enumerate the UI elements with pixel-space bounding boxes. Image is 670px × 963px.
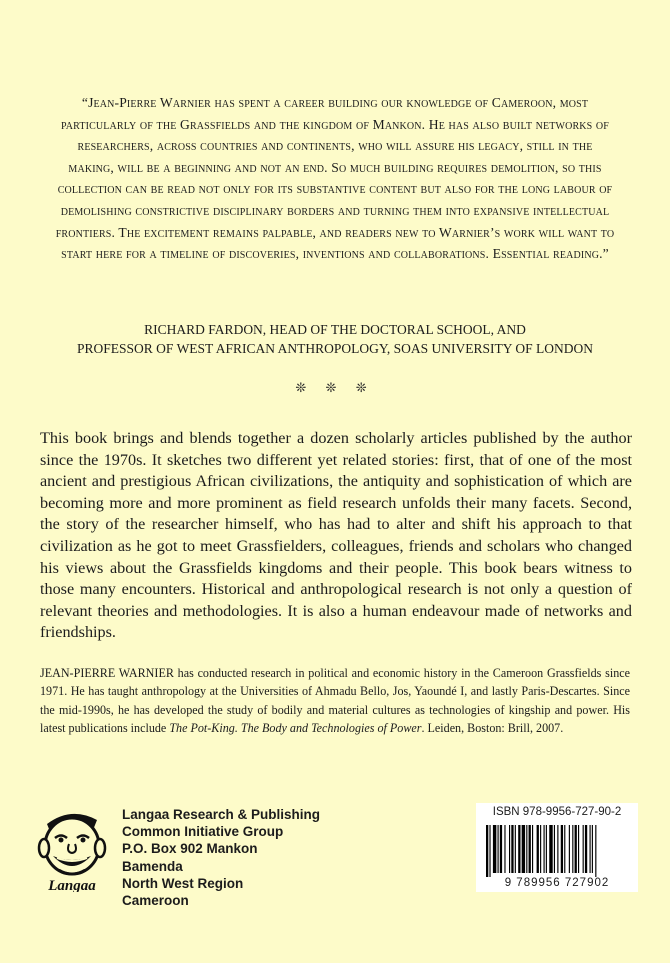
barcode-bar bbox=[583, 825, 584, 873]
langaa-logo bbox=[33, 800, 111, 892]
barcode-bar bbox=[532, 825, 533, 873]
barcode-bar bbox=[511, 825, 513, 873]
barcode-bar bbox=[540, 825, 541, 873]
bio-end: . Leiden, Boston: Brill, 2007. bbox=[421, 721, 564, 736]
barcode-bar bbox=[486, 825, 488, 877]
attribution-line: PROFESSOR OF WEST AFRICAN ANTHROPOLOGY, SOAS UNIVERSITY OF LONDON bbox=[77, 341, 593, 356]
barcode-bar bbox=[585, 825, 587, 873]
barcode-bars bbox=[480, 825, 634, 877]
barcode-bar bbox=[590, 825, 591, 873]
barcode-bar bbox=[575, 825, 577, 873]
barcode-bar bbox=[493, 825, 496, 873]
barcode-bar bbox=[515, 825, 516, 873]
barcode-bar bbox=[578, 825, 579, 873]
publisher-address bbox=[122, 806, 320, 909]
bio-works: The Pot-King. The Body and Technologies of Power bbox=[169, 721, 422, 736]
endorsement-quote: “Jean-Pierre Warnier has spent a career building our knowledge of Cameroon, most particularly of the Grassfields and the kingdom of Mankon. He has also built networks of researchers, across countries and continents, who will assure his legacy, still in the making, will be a beginning and not an end. So much building requires demolition, so this collection can be read not only for its substantive content but also for the long labour of demolishing constrictive disciplinary borders and turning them into expansive intellectual frontiers. The excitement remains palpable, and readers new to Warnier’s work will want to start here for a timeline of discoveries, inventions and collaborations. Essential reading.” bbox=[55, 95, 615, 262]
publisher-line: Langaa Research & Publishing bbox=[122, 807, 321, 822]
barcode-bar bbox=[554, 825, 555, 873]
isbn-label: ISBN 978-9956-727-90-2 bbox=[492, 806, 622, 818]
author-bio bbox=[40, 664, 630, 738]
publisher-line: Cameroon bbox=[122, 893, 189, 909]
barcode-bar bbox=[572, 825, 573, 873]
barcode-bar bbox=[549, 825, 552, 873]
barcode-bar bbox=[537, 825, 539, 873]
barcode-bar bbox=[564, 825, 565, 873]
barcode-bar bbox=[504, 825, 505, 873]
attribution-line: RICHARD FARDON, HEAD OF THE DOCTORAL SCHOOL, AND bbox=[144, 322, 526, 337]
publisher-line: P.O. Box 902 Mankon bbox=[122, 841, 258, 857]
barcode-bar bbox=[557, 825, 558, 873]
section-separator: ❊ ❊ ❊ bbox=[295, 380, 375, 395]
bio-text: JEAN-PIERRE WARNIER has conducted research in political and economic history in the Cameroon Grassfields since 1971. He has taught anthropology at the Universities of Ahmadu Bello, Jos, Yaoundé I, and lastly Paris-Descartes. Since the mid-1990s, he has developed the study of bodily and material cultures as technologies of kingship and power. His latest publications include bbox=[40, 666, 630, 736]
publisher-line: Bamenda bbox=[122, 858, 183, 874]
barcode-bar bbox=[526, 825, 527, 873]
barcode-bar bbox=[546, 825, 547, 873]
barcode-bar bbox=[509, 825, 510, 873]
barcode-bar bbox=[498, 825, 499, 873]
publisher-line: Common Initiative Group bbox=[122, 824, 284, 840]
book-description: This book brings and blends together a dozen scholarly articles published by the author since the 1970s. It sketches two different yet related stories: first, that of one of the most ancient and prestigious African civilizations, the antiquity and sophistication of which are becoming more and more prominent as field research unfolds their many facets. Second, the story of the researcher himself, who has had to alter and shift his approach to that civilization as he got to meet Grassfielders, colleagues, friends and scholars who changed his views about the Grassfields kingdoms and their people. This book bears witness to those many encounters. Historical and anthropological research is not only a question of relevant theories and methodologies. It is also a human endeavour made of networks and friendships. bbox=[40, 429, 632, 642]
barcode-bar bbox=[592, 825, 593, 873]
ean-digits: 9 789956 727902 bbox=[504, 877, 610, 889]
barcode-bar bbox=[522, 825, 525, 873]
barcode-bar bbox=[595, 825, 596, 877]
barcode-bar bbox=[544, 825, 545, 873]
barcode-bar bbox=[569, 825, 570, 873]
endorsement-attribution bbox=[40, 320, 630, 358]
barcode-bar bbox=[518, 825, 520, 873]
logo-text: Langaa bbox=[48, 878, 96, 892]
isbn-barcode bbox=[476, 803, 638, 892]
barcode-bar bbox=[529, 825, 531, 873]
publisher-line: North West Region bbox=[122, 875, 244, 891]
barcode-bar bbox=[561, 825, 563, 873]
barcode-bar bbox=[489, 825, 490, 877]
barcode-bar bbox=[500, 825, 502, 873]
